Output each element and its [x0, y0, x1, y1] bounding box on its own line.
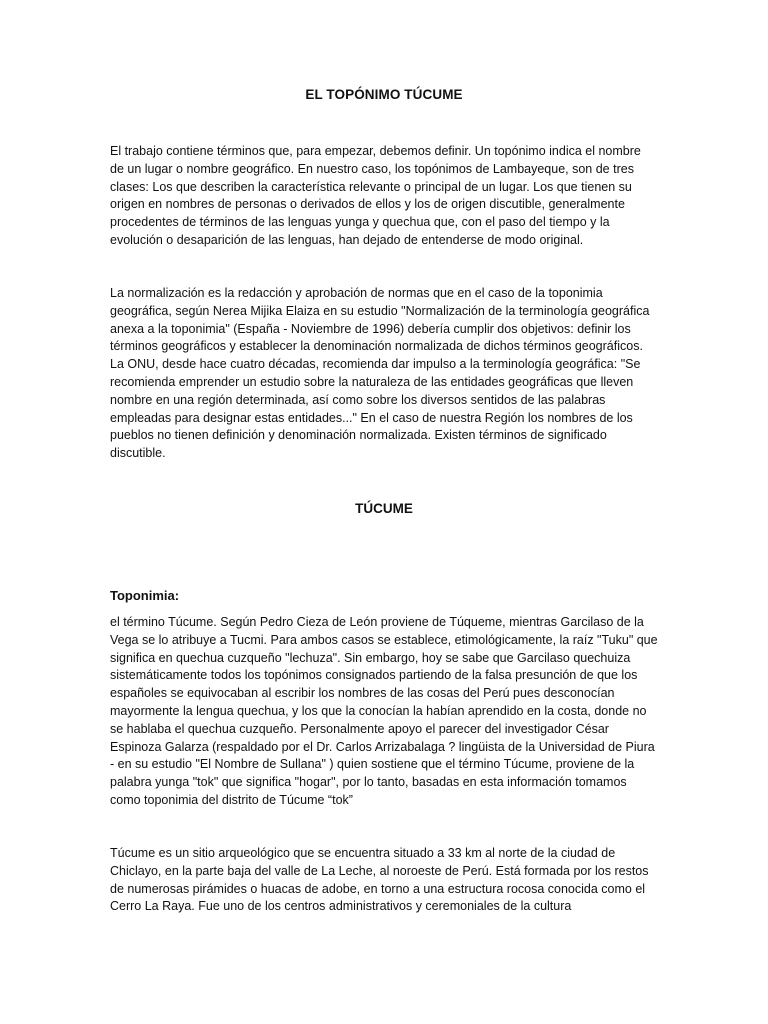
- intro-paragraph: El trabajo contiene términos que, para empezar, debemos definir. Un topónimo indica el nombre de un lugar o nombre geográfico. En nuestro caso, los topónimos de Lambayeque, son de tres clases: Los que describen la característica relevante o principal de un lugar. Los que tienen su origen en nombres de personas o derivados de ellos y los de origen discutible, generalmente procedentes de términos de las lenguas yunga y quechua que, con el paso del tiempo y la evolución o desaparición de las lenguas, han dejado de entenderse de modo original.: [110, 144, 641, 247]
- section-title: TÚCUME: [355, 501, 413, 516]
- subheading-toponimia: Toponimia:: [110, 588, 180, 603]
- toponymy-paragraph: el término Túcume. Según Pedro Cieza de León proviene de Túqueme, mientras Garcilaso de la Vega se lo atribuye a Tucmi. Para ambos casos se establece, etimológicamente, la raíz "Tuku" que significa en quechua cuzqueño "lechuza". Sin embargo, hoy se sabe que Garcilaso quechuiza sistemáticamente todos los topónimos consignados partiendo de la falsa presunción de que los españoles se equivocaban al escribir los nombres de las cosas del Perú pues desconocían mayormente la lengua quechua, y los que la conocían la habían aprendido en la costa, donde no se hablaba el quechua cuzqueño. Personalmente apoyo el parecer del investigador César Espinoza Galarza (respaldado por el Dr. Carlos Arrizabalaga ? lingüista de la Universidad de Piura - en su estudio "El Nombre de Sullana" ) quien sostiene que el término Túcume, proviene de la palabra yunga "tok" que significa "hogar", por lo tanto, basadas en esta información tomamos como toponimia del distrito de Túcume “tok”: [110, 615, 658, 807]
- document-title: EL TOPÓNIMO TÚCUME: [305, 87, 463, 102]
- site-paragraph: Túcume es un sitio arqueológico que se encuentra situado a 33 km al norte de la ciudad de Chiclayo, en la parte baja del valle de La Leche, al noroeste de Perú. Está formada por los restos de numerosas pirámides o huacas de adobe, en torno a una estructura rocosa conocida como el Cerro La Raya. Fue uno de los centros administrativos y ceremoniales de la cultura: [110, 846, 649, 914]
- normalization-paragraph: La normalización es la redacción y aprobación de normas que en el caso de la toponimia geográfica, según Nerea Mijika Elaiza en su estudio "Normalización de la terminología geográfica anexa a la toponimia" (España - Noviembre de 1996) debería cumplir dos objetivos: definir los términos geográficos y establecer la denominación normalizada de dichos términos geográficos. La ONU, desde hace cuatro décadas, recomienda dar impulso a la terminología geográfica: "Se recomienda emprender un estudio sobre la naturaleza de las entidades geográficas que lleven nombre en una región determinada, así como sobre los diversos sentidos de las palabras empleadas para designar estas entidades..." En el caso de nuestra Región los nombres de los pueblos no tienen definición y denominación normalizada. Existen términos de significado discutible.: [110, 286, 650, 461]
